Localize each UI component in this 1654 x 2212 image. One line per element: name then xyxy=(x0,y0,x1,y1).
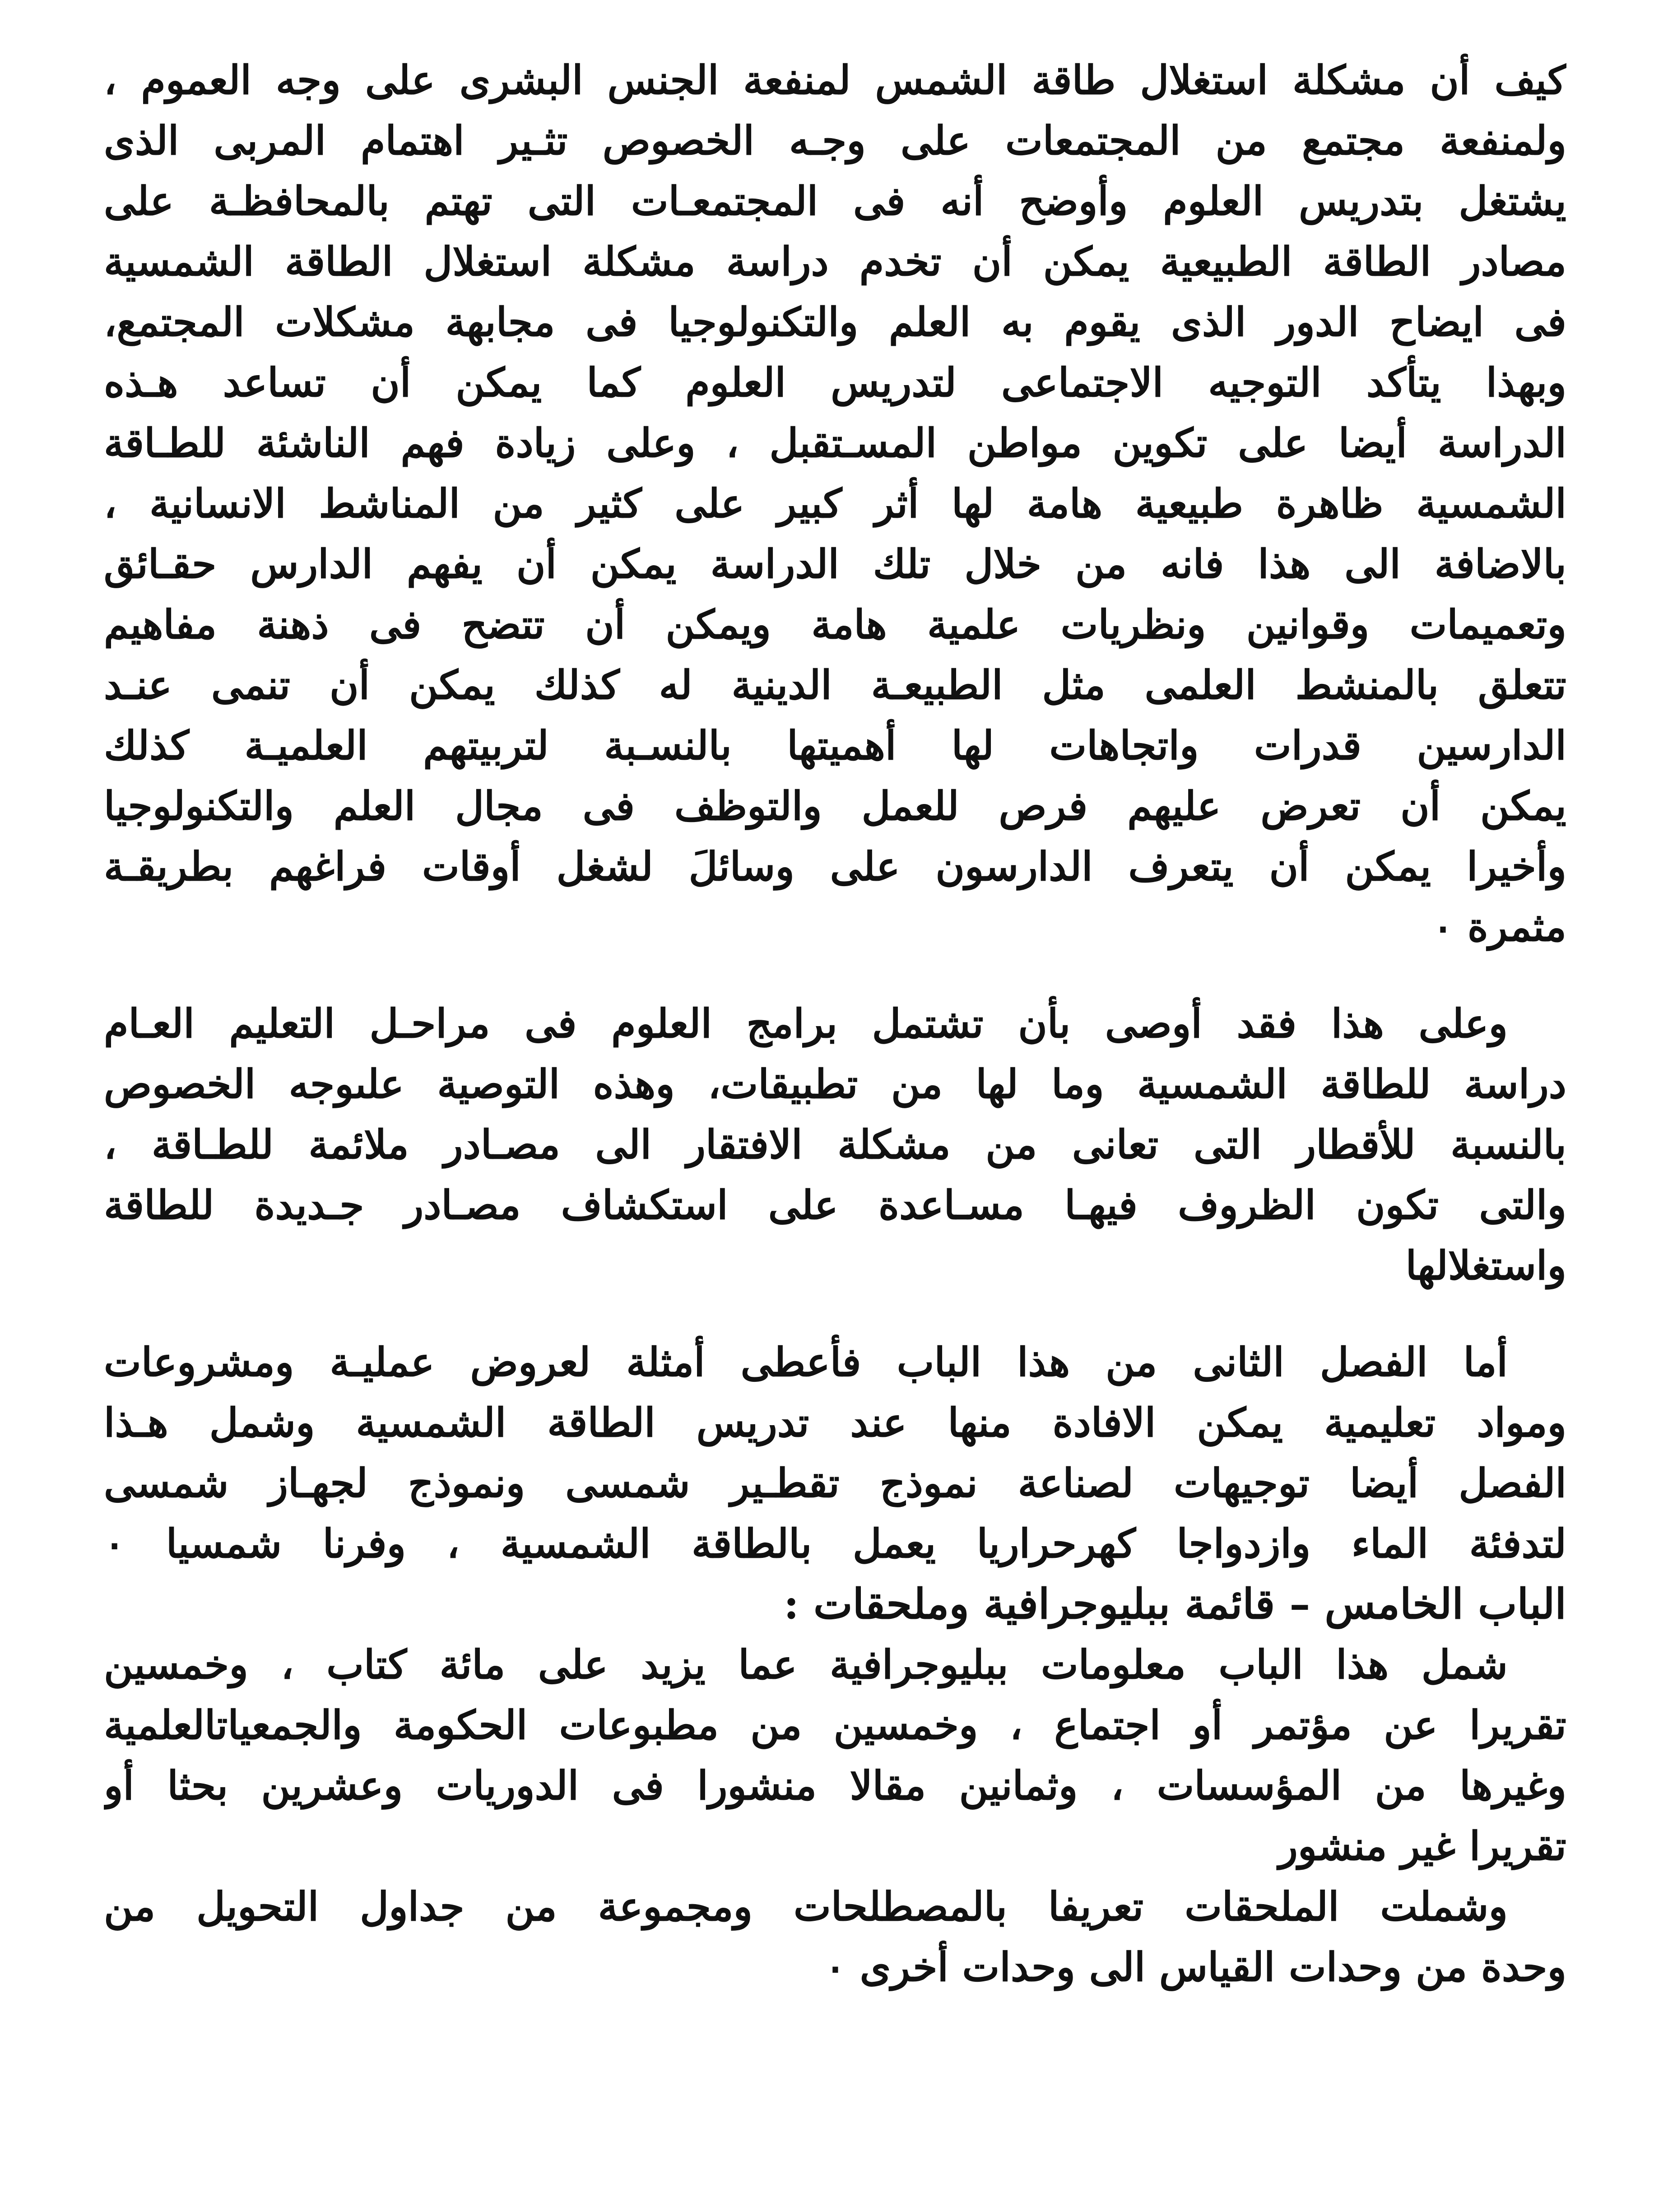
text-line: وتعميمات وقوانين ونظريات علمية هامة ويمكن أن تتضح فى ذهنة مفاهيم xyxy=(104,601,1566,648)
text-line: بالنسبة للأقطار التى تعانى من مشكلة الافتقار الى مصـادر ملائمة للطـاقة ، xyxy=(104,1121,1566,1168)
text-line: يشتغل بتدريس العلوم وأوضح أنه فى المجتمعـات التى تهتم بالمحافظـة على xyxy=(104,177,1566,224)
text-line: وعلى هذا فقد أوصى بأن تشتمل برامج العلوم فى مراحـل التعليم العـام xyxy=(104,1000,1508,1047)
text-line: تقريرا عن مؤتمر أو اجتماع ، وخمسين من مطبوعات الحكومة والجمعياتالعلمية xyxy=(104,1701,1566,1748)
text-line: تقريرا غير منشور xyxy=(1278,1822,1566,1869)
text-line: لتدفئة الماء وازدواجا كهرحراريا يعمل بالطاقة الشمسية ، وفرنا شمسيا ٠ xyxy=(104,1520,1566,1567)
text-line: الدراسة أيضا على تكوين مواطن المسـتقبل ، وعلى زيادة فهم الناشئة للطـاقة xyxy=(104,419,1566,466)
text-line: فى ايضاح الدور الذى يقوم به العلم والتكنولوجيا فى مجابهة مشكلات المجتمع، xyxy=(104,298,1566,345)
text-line: الفصل أيضا توجيهات لصناعة نموذج تقطـير شمسى ونموذج لجهـاز شمسى xyxy=(104,1459,1566,1506)
paragraph-5 xyxy=(104,1876,1566,1997)
section-heading: الباب الخامس – قائمة ببليوجرافية وملحقات : xyxy=(784,1580,1566,1628)
paragraph-spacer xyxy=(104,1296,1566,1332)
text-line: كيف أن مشكلة استغلال طاقة الشمس لمنفعة الجنس البشرى على وجه العموم ، xyxy=(104,56,1566,103)
text-line: وبهذا يتأكد التوجيه الاجتماعى لتدريس العلوم كما يمكن أن تساعد هـذه xyxy=(104,359,1566,406)
text-line: ولمنفعة مجتمع من المجتمعات على وجـه الخصوص تثـير اهتمام المربى الذى xyxy=(104,117,1566,164)
paragraph-2 xyxy=(104,993,1566,1296)
text-line: واستغلالها xyxy=(1405,1242,1566,1289)
paragraph-4 xyxy=(104,1634,1566,1876)
text-line: مثمرة ٠ xyxy=(1432,903,1566,950)
text-line: يمكن أن تعرض عليهم فرص للعمل والتوظف فى مجال العلم والتكنولوجيا xyxy=(104,782,1566,829)
paragraph-spacer xyxy=(104,957,1566,993)
text-line: الشمسية ظاهرة طبيعية هامة لها أثر كبير على كثير من المناشط الانسانية ، xyxy=(104,480,1566,527)
text-line: وحدة من وحدات القياس الى وحدات أخرى ٠ xyxy=(824,1943,1566,1990)
text-line: شمل هذا الباب معلومات ببليوجرافية عما يزيد على مائة كتاب ، وخمسين xyxy=(104,1641,1508,1688)
text-line: بالاضافة الى هذا فانه من خلال تلك الدراسة يمكن أن يفهم الدارس حقـائق xyxy=(104,540,1566,587)
text-line: والتى تكون الظروف فيهـا مسـاعدة على استكشاف مصـادر جـديدة للطاقة xyxy=(104,1181,1566,1228)
document-page xyxy=(104,50,1566,2171)
paragraph-3 xyxy=(104,1332,1566,1574)
text-line: مصادر الطاقة الطبيعية يمكن أن تخدم دراسة مشكلة استغلال الطاقة الشمسية xyxy=(104,238,1566,285)
text-line: وشملت الملحقات تعريفا بالمصطلحات ومجموعة من جداول التحويل من xyxy=(104,1883,1508,1930)
text-line: الدارسين قدرات واتجاهات لها أهميتها بالنسـبة لتربيتهم العلميـة كذلك xyxy=(104,722,1566,769)
text-line: وأخيرا يمكن أن يتعرف الدارسون على وسائلَ لشغل أوقات فراغهم بطريقـة xyxy=(104,843,1566,890)
paragraph-1 xyxy=(104,50,1566,957)
text-line: تتعلق بالمنشط العلمى مثل الطبيعـة الدينية له كذلك يمكن أن تنمى عنـد xyxy=(104,661,1566,708)
text-line: أما الفصل الثانى من هذا الباب فأعطى أمثلة لعروض عمليـة ومشروعات xyxy=(104,1338,1508,1385)
text-line: وغيرها من المؤسسات ، وثمانين مقالا منشورا فى الدوريات وعشرين بحثا أو xyxy=(104,1762,1566,1809)
text-line: دراسة للطاقة الشمسية وما لها من تطبيقات، وهذه التوصية علىوجه الخصوص xyxy=(104,1060,1566,1107)
text-line: ومواد تعليمية يمكن الافادة منها عند تدريس الطاقة الشمسية وشمل هـذا xyxy=(104,1399,1566,1446)
